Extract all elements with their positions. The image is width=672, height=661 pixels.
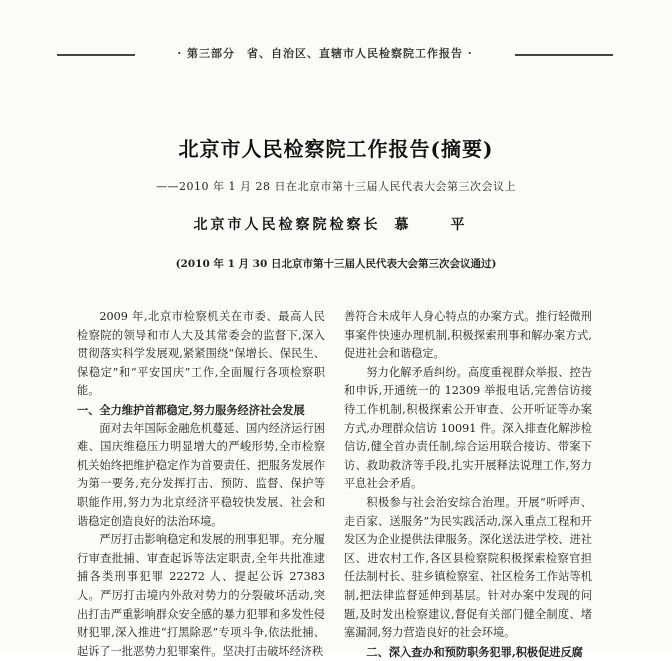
author-line <box>0 214 672 234</box>
running-header <box>57 43 613 65</box>
paragraph: 努力化解矛盾纠纷。高度重视群众举报、控告和申诉,开通统一的 12309 举报电话,完善信访接待工作机制,积极探索公开审查、公开听证等办案方式,办理群众信访 10091 件。深入排查化解涉检信访,健全首办责任制,综合运用联合接访、带案下访、救助救济等手段,扎实开展释法说理工作,努力平息社会矛盾。 <box>344 365 592 491</box>
adoption-note: (2010 年 1 月 30 日北京市第十三届人民代表大会第三次会议通过) <box>175 258 497 270</box>
running-header-text: · 第三部分 省、自治区、直辖市人民检察院工作报告 · <box>177 47 473 60</box>
paragraph: 积极参与社会治安综合治理。开展“听呼声、走百家、送服务”为民实践活动,深入重点工程和开发区为企业提供法律服务。深化送法进学校、进社区、进农村工作,各区县检察院积极探索检察官担任法制村长、驻乡镇检察室、社区检务工作站等机制,把法律监督延伸到基层。针对办案中发现的问题,及时发出检察建议,督促有关部门健全制度、堵塞漏洞,努力营造良好的社会环境。 <box>344 495 592 640</box>
paragraph: 面对去年国际金融危机蔓延、国内经济运行困难、国庆维稳压力明显增大的严峻形势,全市检察机关始终把维护稳定作为首要责任、把服务发展作为第一要务,充分发挥打击、预防、监督、保护等职能作用,努力为北京经济平稳较快发展、社会和谐稳定创造良好的法治环境。 <box>77 421 325 528</box>
section-heading: 二、深入查办和预防职务犯罪,积极促进反腐 <box>366 644 583 659</box>
header-rule-left <box>57 54 135 56</box>
left-column <box>77 308 325 661</box>
paragraph: 严厉打击影响稳定和发展的刑事犯罪。充分履行审查批捕、审查起诉等法定职责,全年共批准逮捕各类刑事犯罪 22272 人、提起公诉 27383 人。严厉打击境内外敌对势力的分裂破坏活动,突出打击严重影响群众安全感的暴力犯罪和多发性侵财犯罪,深入推进“打黑除恶”专项斗争,依法批捕、起诉了一批恶势力犯罪案件。坚决打击破坏经济秩 <box>77 533 325 658</box>
author-name: 慕 平 <box>394 217 479 233</box>
author-role: 北京市人民检察院检察长 <box>193 217 381 233</box>
section-heading: 一、全力维护首都稳定,努力服务经济社会发展 <box>77 402 305 417</box>
right-column <box>344 308 592 661</box>
header-rule-right <box>515 54 613 56</box>
paragraph: 善符合未成年人身心特点的办案方式。推行轻微刑事案件快速办理机制,积极探索刑事和解办案方式,促进社会和谐稳定。 <box>344 310 592 361</box>
paragraph: 2009 年,北京市检察机关在市委、最高人民检察院的领导和市人大及其常委会的监督下,深入贯彻落实科学发展观,紧紧围绕“保增长、保民生、保稳定”和“平安国庆”工作,全面履行各项检察职能。 <box>77 310 325 398</box>
report-title: 北京市人民检察院工作报告(摘要) <box>178 137 494 161</box>
report-subtitle: ——2010 年 1 月 28 日在北京市第十三届人民代表大会第三次会议上 <box>156 180 516 193</box>
